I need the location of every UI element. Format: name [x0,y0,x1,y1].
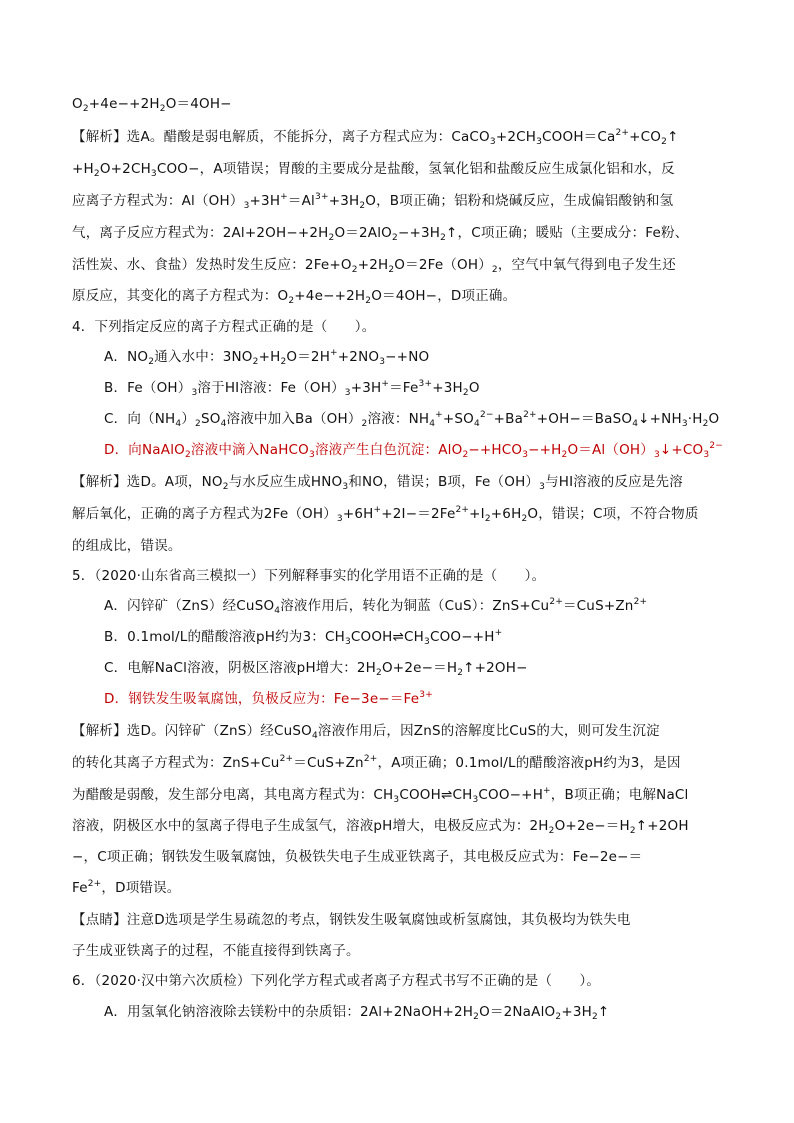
subscript: 3 [379,357,386,367]
text-run: ↑+2OH [635,818,689,834]
text-run: 【点睛】注意D选项是学生易疏忽的考点，钢铁发生吸氧腐蚀或析氢腐蚀，其负极均为铁失电 [72,912,631,928]
subscript: 2 [548,826,555,836]
text-run: 子生成亚铁离子的过程，不能直接得到铁离子。 [72,943,360,959]
text-run: A．用氢氧化钠溶液除去镁粉中的杂质铝：2Al+2NaOH+2H [104,1004,474,1020]
subscript: 3 [536,137,543,147]
text-line [72,879,181,897]
text-run: Fe [72,880,88,896]
text-run: O＝4OH− [165,96,232,112]
text-run: +3H [561,1004,592,1020]
subscript: 2 [222,482,229,492]
text-run: O [708,411,720,427]
question-4 [72,318,375,336]
text-run: ，D项错误。 [101,880,181,896]
analysis-paragraph [72,722,660,740]
text-run: +3H [350,380,382,396]
option-c [104,410,719,428]
subscript: 2 [462,450,469,460]
subscript: 3 [344,637,351,647]
subscript: 2 [328,233,335,243]
superscript: + [373,505,382,515]
text-run: +OH−＝BaSO [536,411,633,427]
text-run: −+3H [397,225,441,241]
option-a [104,1003,609,1021]
text-run: ，空气中氧气得到电子发生还 [497,257,676,273]
subscript: 2 [359,201,366,211]
text-line [72,287,516,305]
text-run: 的转化其离子方程式为：ZnS+Cu [72,755,280,771]
subscript: 4 [220,419,227,429]
text-run: ↑ [667,129,679,145]
text-run: 【解析】选D。A项，NO [72,474,223,490]
subscript: 2 [629,826,636,836]
text-line [72,817,689,835]
subscript: 2 [351,265,358,275]
text-run: −+2H [117,96,160,112]
text-run: 溶液产生白色沉淀：AlO [314,442,463,458]
superscript: 2+ [549,597,563,607]
subscript: 2 [591,1012,598,1022]
text-line [72,256,676,274]
subscript: 3 [539,482,546,492]
subscript: 2 [280,357,287,367]
subscript: 3 [424,637,430,647]
superscript: + [435,410,443,420]
text-run: O＝Al（OH） [567,442,654,458]
subscript: 2 [82,104,89,114]
option-a [104,597,647,615]
subscript: 3 [489,137,496,147]
superscript: 2+ [523,410,537,420]
text-run: O＝2NaAlO [479,1004,556,1020]
text-run: COOH⇌CH [350,629,425,645]
text-line [72,786,689,804]
text-run: ＝CuS+Zn [562,598,634,614]
text-run: O＝4OH−，D项正确。 [371,288,517,304]
superscript: + [381,379,390,389]
subscript: 3 [344,388,351,398]
superscript: 2− [479,410,494,420]
text-line [72,848,642,866]
subscript: 3 [309,450,315,460]
text-run: −+HCO [468,442,523,458]
text-run: COO−+H [478,787,544,803]
superscript: + [543,786,551,796]
question-6 [72,972,600,990]
superscript: + [330,348,338,358]
subscript: 2 [93,169,100,179]
text-run: 活性炭、水、食盐）发热时发生反应：2Fe+O [72,257,352,273]
text-run: 溶液作用后，因ZnS的溶解度比CuS的大，则可发生沉淀 [317,723,660,739]
text-run: 溶液中滴入NaHCO [190,442,309,458]
text-run: ，B项正确；电解NaCl [550,787,689,803]
subscript: 3 [681,419,688,429]
text-run: 溶于HI溶液：Fe（OH） [197,380,345,396]
analysis-paragraph [72,473,683,491]
text-run: +6H [490,506,522,522]
text-run: O，B项正确；铝粉和烧碱反应，生成偏铝酸钠和氢 [365,193,674,209]
subscript: 2 [184,450,191,460]
text-run: ） [181,411,196,427]
text-run: COO−+H [429,629,495,645]
superscript: 2− [709,441,723,451]
subscript: 4 [632,419,639,429]
text-run: +4e [294,288,324,304]
subscript: 3 [522,450,529,460]
text-run: 原反应，其变化的离子方程式为：O [72,288,289,304]
subscript: 3 [342,482,349,492]
text-run: ＝CuS+Zn [293,755,364,771]
superscript: 2+ [615,128,630,138]
subscript: 2 [521,514,528,524]
text-run: 应离子方程式为：Al（OH） [72,193,244,209]
text-run: 与HI溶液的反应是先溶 [545,474,683,490]
text-run: 与水反应生成HNO [228,474,343,490]
subscript: 3 [243,201,250,211]
text-run: D．向NaAlO [104,442,185,458]
text-run: O [468,380,480,396]
subscript: 4 [429,419,436,429]
subscript: 2 [252,357,259,367]
text-line [72,160,675,178]
subscript: 2 [392,233,398,243]
text-run: 溶液作用后，转化为铜蓝（CuS）：ZnS+Cu [280,598,550,614]
option-c [104,659,528,677]
superscript: 2+ [279,754,294,764]
subscript: 2 [361,419,368,429]
text-line [72,224,688,242]
superscript: + [280,192,288,202]
superscript: 3+ [419,690,433,700]
subscript: 2 [388,265,395,275]
text-run: O+2CH [99,161,151,177]
superscript: 2+ [633,597,648,607]
subscript: 2 [457,668,464,678]
subscript: 2 [484,514,491,524]
option-b [104,628,502,646]
text-line [72,95,232,113]
text-run: C．电解NaCl溶液，阴极区溶液pH增大：2H [104,660,377,676]
subscript: 2 [195,419,201,429]
subscript: 3 [191,388,198,398]
subscript: 2 [365,296,372,306]
subscript: 4 [311,731,318,741]
text-run: 6．（2020·汉中第六次质检）下列化学方程式或者离子方程式书写不正确的是（ ）。 [72,973,601,989]
subscript: 2 [473,1012,480,1022]
text-run: 4．下列指定反应的离子方程式正确的是（ ）。 [72,319,376,335]
text-run: B．0.1mol/L的醋酸溶液pH约为3：CH [104,629,345,645]
text-run: +2CH [495,129,537,145]
text-run: O+2e−＝H [554,818,630,834]
text-run: +2H [357,257,389,273]
text-run: 【解析】选D。闪锌矿（ZnS）经CuSO [72,723,312,739]
subscript: 3 [703,450,710,460]
subscript: 3 [150,169,157,179]
subscript: 3 [472,795,479,805]
subscript: 3 [336,514,343,524]
superscript: 3+ [418,379,433,389]
text-run: +H [258,349,281,365]
text-run: B．Fe（OH） [104,380,192,396]
text-run: −+NO [385,349,430,365]
option-a [104,348,429,366]
subscript: 2 [440,233,447,243]
superscript: + [494,628,503,638]
text-run: O＝2AlO [334,225,392,241]
text-run: O＝2Fe（OH） [394,257,492,273]
text-run: O [72,96,83,112]
option-b [104,379,480,397]
text-run: +CO [629,129,662,145]
subscript: 2 [288,296,295,306]
tip-paragraph [72,911,631,929]
text-run: O＝2H [286,349,331,365]
text-run: +4e [88,96,118,112]
subscript: 2 [702,419,709,429]
text-run: ↑+2OH− [463,660,528,676]
superscript: 2+ [87,879,102,889]
text-run: +3H [328,193,360,209]
subscript: 2 [491,265,498,275]
text-run: 【解析】选A。醋酸是弱电解质，不能拆分，离子方程式应为：CaCO [72,129,490,145]
text-run: 5．（2020·山东省高三模拟一）下列解释事实的化学用语不正确的是（ ）。 [72,568,546,584]
subscript: 3 [653,450,660,460]
subscript: 2 [555,1012,562,1022]
subscript: 4 [175,419,182,429]
subscript: 3 [393,795,400,805]
text-line [72,754,681,772]
text-run: ↑ [597,1004,610,1020]
subscript: 2 [661,137,668,147]
text-run: COO−，A项错误；胃酸的主要成分是盐酸，氢氧化铝和盐酸反应生成氯化铝和水，反 [156,161,675,177]
text-run: 和NO，错误；B项，Fe（OH） [348,474,540,490]
text-run: ，A项正确；0.1mol/L的醋酸溶液pH约为3，是因 [377,755,681,771]
superscript: 2+ [455,505,470,515]
text-run: ↑，C项正确；暖贴（主要成分：Fe粉、 [446,225,689,241]
text-run: 通入水中：3NO [154,349,253,365]
option-d-answer [104,441,723,459]
text-run: ＝Fe [389,380,419,396]
text-run: O，错误；C项，不符合物质 [527,506,699,522]
text-line [72,192,673,210]
text-run: O+2e−＝H [381,660,458,676]
text-run: +2I−＝2Fe [381,506,456,522]
text-run: D．钢铁发生吸氧腐蚀，负极反应为：Fe−3e−＝Fe [104,691,420,707]
superscript: 3+ [315,192,329,202]
superscript: 2+ [363,754,378,764]
text-run: ＝Al [287,193,316,209]
analysis-paragraph [72,128,679,146]
text-run: +3H [432,380,463,396]
subscript: 2 [561,450,568,460]
text-run: 为醋酸是弱酸，发生部分电离，其电离方程式为：CH [72,787,394,803]
subscript: 2 [159,104,166,114]
text-run: COOH⇌CH [399,787,473,803]
text-run: ↓+CO [659,442,704,458]
question-5 [72,567,545,585]
text-run: +SO [442,411,475,427]
text-run: SO [200,411,221,427]
text-run: −+2H [323,288,366,304]
text-run: ↓+NH [638,411,682,427]
text-run: +Ba [493,411,524,427]
subscript: 2 [462,388,469,398]
text-line [72,942,360,960]
text-run: COOH＝Ca [542,129,616,145]
subscript: 4 [474,419,480,429]
subscript: 2 [376,668,382,678]
text-run: 解后氧化，正确的离子方程式为2Fe（OH） [72,506,337,522]
text-run: A．闪锌矿（ZnS）经CuSO [104,598,275,614]
text-run: ·H [687,411,703,427]
text-line [72,537,182,555]
text-run: +I [469,506,485,522]
subscript: 4 [274,606,281,616]
text-run: 溶液：NH [367,411,430,427]
text-run: +2NO [337,349,380,365]
text-run: 气，离子反应方程式为：2Al+2OH−+2H [72,225,329,241]
option-d-answer [104,690,433,708]
text-run: 的组成比，错误。 [72,538,182,554]
text-run: +3H [249,193,281,209]
text-run: 溶液，阴极区水中的氢离子得电子生成氢气，溶液pH增大，电极反应式为：2H [72,818,549,834]
subscript: 2 [148,357,155,367]
text-run: +H [72,161,94,177]
text-run: 溶液中加入Ba（OH） [226,411,362,427]
text-run: −+H [528,442,562,458]
text-line [72,505,699,523]
text-run: +6H [342,506,374,522]
text-run: −，C项正确；钢铁发生吸氧腐蚀，负极铁失电子生成亚铁离子，其电极反应式为：Fe−2e−＝ [72,849,643,865]
text-run: A．NO [104,349,149,365]
text-run: C．向（NH [104,411,176,427]
